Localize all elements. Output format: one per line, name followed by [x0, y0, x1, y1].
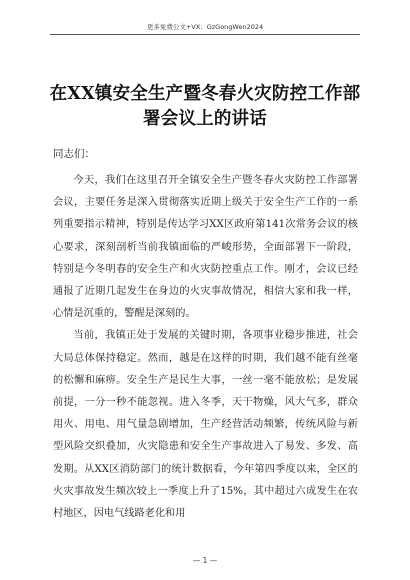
- header-divider: [50, 34, 360, 35]
- page-number: — 1 —: [192, 556, 218, 565]
- document-body: [53, 170, 358, 525]
- header-note: 更多免费公文+VX：GzGongWen2024: [146, 23, 264, 31]
- greeting: 同志们：: [53, 148, 95, 160]
- document-title: 在XX镇安全生产暨冬春火灾防控工作部署会议上的讲话: [49, 84, 361, 129]
- paragraph: 当前，我镇正处于发展的关键时期，各项事业稳步推进，社会大局总体保持稳定。然而，越是在这样的时期，我们越不能有丝毫的松懈和麻痹。安全生产是民生大事，一丝一毫不能放松；是发展前提，一分一秒不能忽视。进入冬季，天干物燥，风大气多，群众用火、用电、用气量急剧增加，生产经营活动频繁，传统风险与新型风险交织叠加，火灾隐患和安全生产事故进入了易发、多发、高发期。从XX区消防部门的统计数据看，今年第四季度以来，全区的火灾事故发生频次较上一季度上升了15%，其中超过六成发生在农村地区，因电气线路老化和用: [53, 330, 358, 520]
- paragraph: 今天，我们在这里召开全镇安全生产暨冬春火灾防控工作部署会议，主要任务是深入贯彻落实近期上级关于安全生产工作的一系列重要指示精神，特别是传达学习XX区政府第141次常务会议的核心要求，深刻剖析当前我镇面临的严峻形势，全面部署下一阶段，特别是今冬明春的安全生产和火灾防控重点工作。刚才，会议已经通报了近期几起发生在身边的火灾事故情况，相信大家和我一样，心情是沉重的，警醒是深刻的。: [53, 175, 358, 320]
